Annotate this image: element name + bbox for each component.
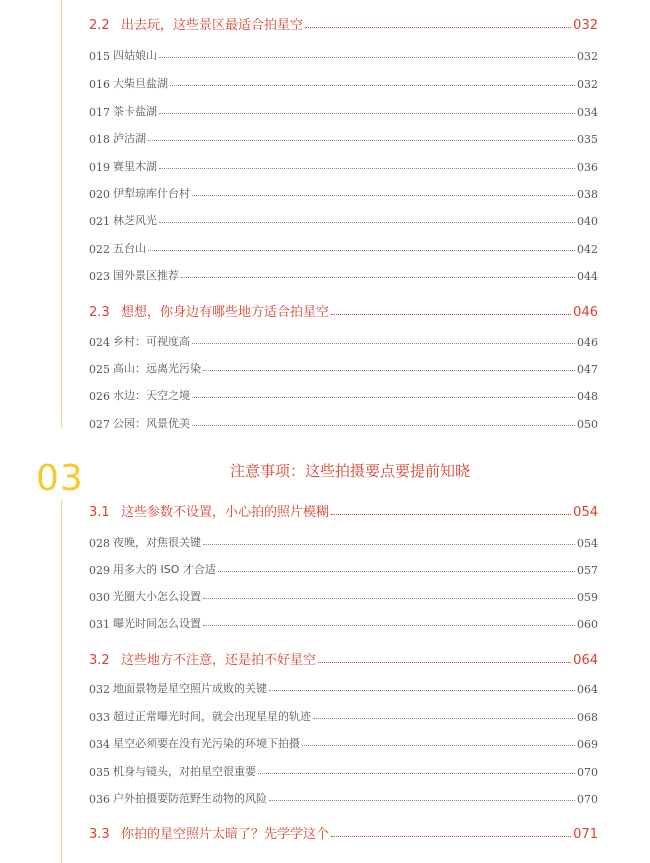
entry-page: 036 bbox=[577, 161, 598, 174]
entry-title: 夜晚，对焦很关键 bbox=[113, 536, 201, 549]
entry-title: 水边：天空之境 bbox=[113, 389, 190, 402]
dot-leader bbox=[159, 113, 575, 114]
dot-leader bbox=[192, 343, 575, 344]
entry-page: 046 bbox=[577, 336, 598, 349]
entry-number: 028 bbox=[89, 537, 110, 550]
toc-entry-024[interactable] bbox=[89, 329, 598, 349]
entry-number: 017 bbox=[89, 106, 110, 119]
dot-leader bbox=[203, 625, 575, 626]
entry-title: 泸沽湖 bbox=[113, 132, 146, 145]
dot-leader bbox=[258, 773, 575, 774]
dot-leader bbox=[331, 514, 571, 515]
section-number: 3.3 bbox=[89, 827, 110, 842]
entry-title: 曝光时间怎么设置 bbox=[113, 617, 201, 630]
chapter-title[interactable]: 注意事项：这些拍摄要点要提前知晓 bbox=[229, 462, 470, 480]
toc-entry-019[interactable] bbox=[89, 154, 598, 174]
toc-entry-026[interactable] bbox=[89, 383, 598, 403]
entry-number: 029 bbox=[89, 564, 110, 577]
entry-number: 024 bbox=[89, 336, 110, 349]
toc-entry-021[interactable] bbox=[89, 208, 598, 228]
toc-entry-016[interactable] bbox=[89, 71, 598, 91]
toc-entry-020[interactable] bbox=[89, 181, 598, 201]
entry-page: 035 bbox=[577, 133, 598, 146]
dot-leader bbox=[203, 598, 575, 599]
entry-page: 032 bbox=[577, 50, 598, 63]
section-page: 064 bbox=[573, 653, 598, 668]
toc-entry-025[interactable] bbox=[89, 356, 598, 376]
entry-title: 光圈大小怎么设置 bbox=[113, 590, 201, 603]
entry-number: 026 bbox=[89, 390, 110, 403]
entry-number: 033 bbox=[89, 711, 110, 724]
entry-number: 025 bbox=[89, 363, 110, 376]
section-title: 你拍的星空照片太暗了？先学学这个 bbox=[121, 827, 330, 842]
dot-leader bbox=[159, 168, 575, 169]
entry-page: 042 bbox=[577, 243, 598, 256]
entry-page: 070 bbox=[577, 793, 598, 806]
toc-section-3-2[interactable] bbox=[89, 648, 598, 668]
entry-page: 059 bbox=[577, 591, 598, 604]
toc-entry-035[interactable] bbox=[89, 759, 598, 779]
entry-title: 超过正常曝光时间，就会出现星星的轨迹 bbox=[113, 710, 311, 723]
entry-number: 022 bbox=[89, 243, 110, 256]
entry-page: 057 bbox=[577, 564, 598, 577]
dot-leader bbox=[313, 718, 575, 719]
toc-entry-022[interactable] bbox=[89, 236, 598, 256]
entry-title: 公园：风景优美 bbox=[113, 417, 190, 430]
entry-number: 027 bbox=[89, 418, 110, 431]
dot-leader bbox=[192, 195, 575, 196]
entry-page: 064 bbox=[577, 683, 598, 696]
entry-page: 038 bbox=[577, 188, 598, 201]
toc-entry-018[interactable] bbox=[89, 126, 598, 146]
entry-number: 035 bbox=[89, 766, 110, 779]
entry-title: 机身与镜头，对拍星空很重要 bbox=[113, 765, 256, 778]
dot-leader bbox=[192, 397, 575, 398]
entry-number: 034 bbox=[89, 738, 110, 751]
entry-page: 040 bbox=[577, 215, 598, 228]
toc-entry-027[interactable] bbox=[89, 411, 598, 431]
toc-section-2-2[interactable] bbox=[89, 13, 598, 33]
entry-page: 050 bbox=[577, 418, 598, 431]
section-number: 3.1 bbox=[89, 505, 110, 520]
toc-entry-029[interactable] bbox=[89, 557, 598, 577]
section-title: 想想，你身边有哪些地方适合拍星空 bbox=[121, 305, 330, 320]
entry-title: 赛里木湖 bbox=[113, 160, 157, 173]
dot-leader bbox=[305, 27, 571, 28]
toc-entry-036[interactable] bbox=[89, 786, 598, 806]
dot-leader bbox=[192, 425, 575, 426]
dot-leader bbox=[159, 222, 575, 223]
entry-number: 032 bbox=[89, 683, 110, 696]
margin-rule-top bbox=[61, 0, 62, 428]
section-page: 046 bbox=[573, 305, 598, 320]
entry-page: 069 bbox=[577, 738, 598, 751]
chapter-number: 03 bbox=[36, 458, 84, 499]
toc-section-3-1[interactable] bbox=[89, 500, 598, 520]
section-title: 出去玩，这些景区最适合拍星空 bbox=[121, 18, 304, 33]
section-title: 这些地方不注意，还是拍不好星空 bbox=[121, 653, 317, 668]
entry-page: 054 bbox=[577, 537, 598, 550]
toc-entry-030[interactable] bbox=[89, 584, 598, 604]
section-page: 071 bbox=[573, 827, 598, 842]
entry-title: 用多大的 ISO 才合适 bbox=[113, 563, 216, 576]
entry-number: 016 bbox=[89, 78, 110, 91]
entry-title: 高山：远离光污染 bbox=[113, 362, 201, 375]
entry-title: 大柴旦盐湖 bbox=[113, 77, 168, 90]
entry-number: 020 bbox=[89, 188, 110, 201]
section-number: 2.2 bbox=[89, 18, 110, 33]
dot-leader bbox=[170, 85, 575, 86]
toc-entry-028[interactable] bbox=[89, 530, 598, 550]
entry-page: 047 bbox=[577, 363, 598, 376]
entry-number: 015 bbox=[89, 50, 110, 63]
toc-entry-034[interactable] bbox=[89, 731, 598, 751]
entry-number: 036 bbox=[89, 793, 110, 806]
entry-number: 018 bbox=[89, 133, 110, 146]
entry-title: 茶卡盐湖 bbox=[113, 105, 157, 118]
margin-rule-bottom bbox=[61, 500, 62, 863]
toc-entry-031[interactable] bbox=[89, 611, 598, 631]
dot-leader bbox=[269, 690, 575, 691]
entry-number: 031 bbox=[89, 618, 110, 631]
dot-leader bbox=[148, 250, 575, 251]
dot-leader bbox=[148, 140, 575, 141]
entry-page: 068 bbox=[577, 711, 598, 724]
dot-leader bbox=[318, 662, 571, 663]
toc-entry-032[interactable] bbox=[89, 676, 598, 696]
toc-entry-033[interactable] bbox=[89, 704, 598, 724]
section-title: 这些参数不设置，小心拍的照片模糊 bbox=[121, 505, 330, 520]
entry-number: 030 bbox=[89, 591, 110, 604]
section-page: 032 bbox=[573, 18, 598, 33]
entry-page: 048 bbox=[577, 390, 598, 403]
toc-entry-017[interactable] bbox=[89, 99, 598, 119]
entry-title: 星空必须要在没有光污染的环境下拍摄 bbox=[113, 737, 300, 750]
section-page: 054 bbox=[573, 505, 598, 520]
entry-number: 021 bbox=[89, 215, 110, 228]
entry-title: 四姑娘山 bbox=[113, 49, 157, 62]
dot-leader bbox=[203, 370, 575, 371]
toc-section-2-3[interactable] bbox=[89, 300, 598, 320]
dot-leader bbox=[331, 836, 571, 837]
entry-page: 044 bbox=[577, 270, 598, 283]
dot-leader bbox=[269, 800, 575, 801]
entry-title: 户外拍摄要防范野生动物的风险 bbox=[113, 792, 267, 805]
dot-leader bbox=[218, 571, 575, 572]
entry-title: 乡村：可视度高 bbox=[113, 335, 190, 348]
entry-page: 032 bbox=[577, 78, 598, 91]
entry-title: 国外景区推荐 bbox=[113, 269, 179, 282]
entry-page: 060 bbox=[577, 618, 598, 631]
dot-leader bbox=[302, 745, 575, 746]
dot-leader bbox=[159, 57, 575, 58]
entry-title: 伊犁琼库什台村 bbox=[113, 187, 190, 200]
section-number: 2.3 bbox=[89, 305, 110, 320]
entry-title: 林芝风光 bbox=[113, 214, 157, 227]
dot-leader bbox=[181, 277, 575, 278]
dot-leader bbox=[331, 314, 571, 315]
section-number: 3.2 bbox=[89, 653, 110, 668]
toc-section-3-3[interactable] bbox=[89, 822, 598, 842]
toc-entry-023[interactable] bbox=[89, 263, 598, 283]
dot-leader bbox=[203, 544, 575, 545]
toc-entry-015[interactable] bbox=[89, 43, 598, 63]
entry-title: 五台山 bbox=[113, 242, 146, 255]
entry-page: 034 bbox=[577, 106, 598, 119]
entry-number: 023 bbox=[89, 270, 110, 283]
entry-number: 019 bbox=[89, 161, 110, 174]
entry-title: 地面景物是星空照片成败的关键 bbox=[113, 682, 267, 695]
entry-page: 070 bbox=[577, 766, 598, 779]
